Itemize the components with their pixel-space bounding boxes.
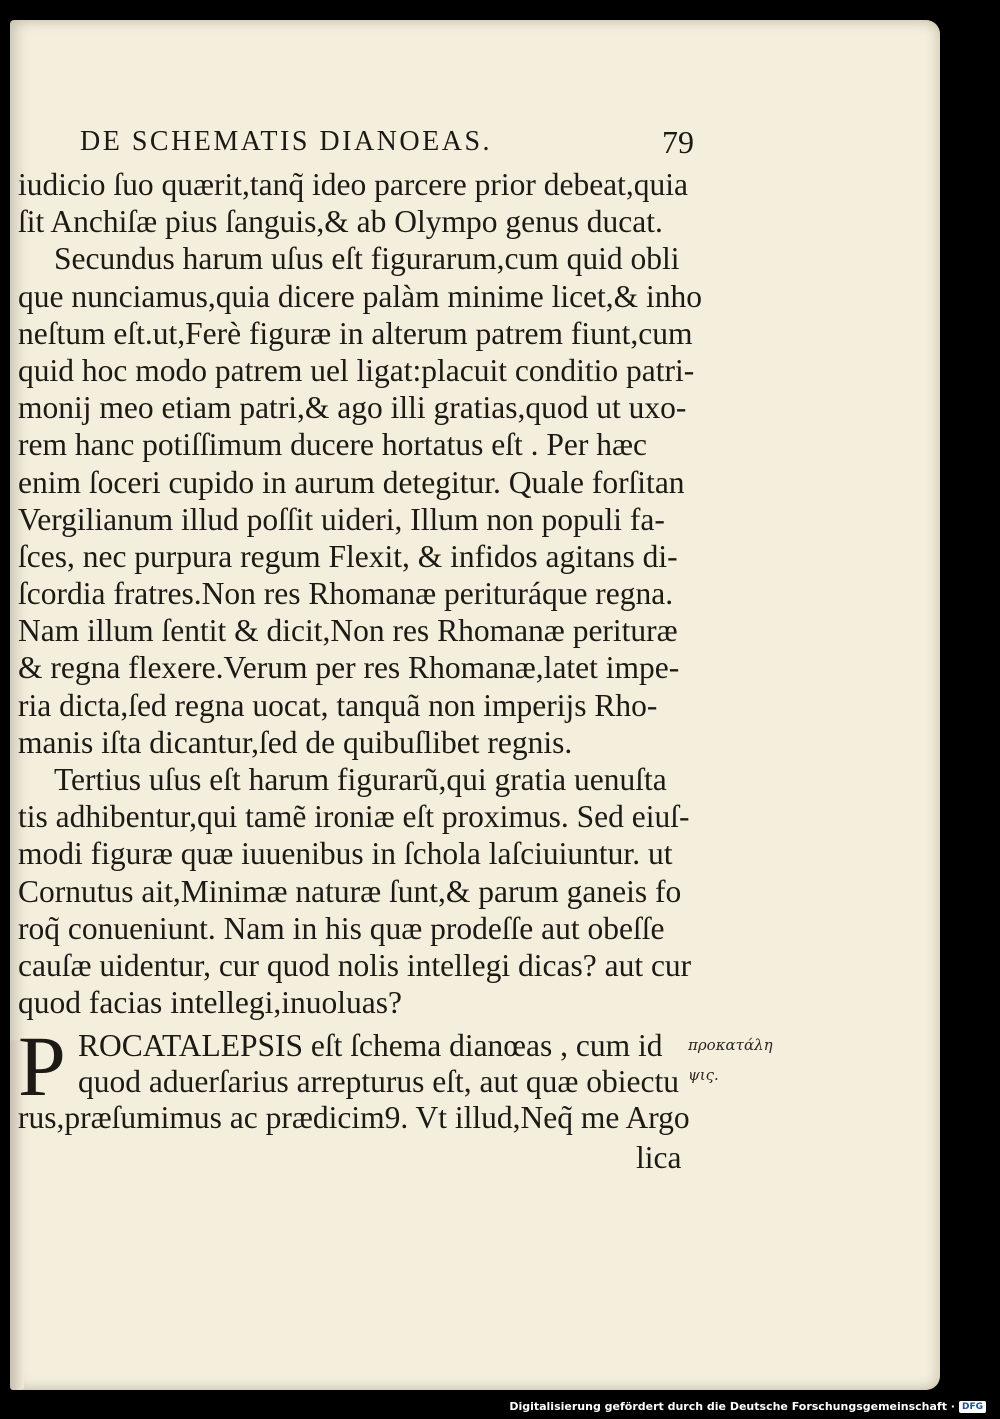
body-text (18, 166, 703, 1021)
margin-note-greek (688, 1030, 773, 1090)
margin-note-line: προκατάλη (688, 1036, 773, 1054)
digitization-footer (509, 1400, 986, 1413)
page-number: 79 (662, 124, 694, 160)
text-line: modi figuræ quæ iuuenibus in ſchola laſciuiuntur. ut (18, 836, 673, 872)
text-line: ſit Anchiſæ pius ſanguis,& ab Olympo genus ducat. (18, 204, 663, 240)
text-line: quid hoc modo patrem uel ligat:placuit conditio patri- (18, 352, 695, 388)
text-line: roq̃ conueniunt. Nam in his quæ prodeſſe aut obeſſe (18, 910, 665, 946)
text-line: quod facias intellegi,inuoluas? (18, 985, 403, 1021)
text-line: ſces, nec purpura regum Flexit, & infidos agitans di- (18, 538, 678, 574)
text-line: Cornutus ait,Minimæ naturæ ſunt,& parum ganeis fo (18, 873, 682, 909)
text-line: Tertius uſus eſt harum figurarũ,qui gratia uenuſta (54, 762, 667, 797)
text-line: ria dicta,ſed regna uocat, tanquã non imperijs Rho- (18, 687, 658, 723)
margin-note-line: ψις. (688, 1066, 719, 1084)
drop-cap-initial: P (18, 1018, 66, 1114)
running-header: DE SCHEMATIS DIANOEAS. (80, 126, 493, 157)
section-line: quod aduerſarius arrepturus eſt, aut quæ obiectu (78, 1064, 679, 1099)
text-line: & regna flexere.Verum per res Rhomanæ,latet impe- (18, 650, 680, 686)
procatalepsis-section (18, 1018, 698, 1136)
text-line: cauſæ uidentur, cur quod nolis intellegi dicas? aut cur (18, 947, 692, 983)
text-line: iudicio ſuo quærit,tanq̃ ideo parcere prior debeat,quia (18, 167, 689, 202)
footer-text: Digitalisierung gefördert durch die Deutsche Forschungsgemeinschaft · (509, 1400, 955, 1413)
catchword: lica (636, 1140, 682, 1175)
section-line: rus,præſumimus ac prædicim9. Vt illud,Neq̃ me Argo (18, 1100, 690, 1135)
text-line: tis adhibentur,qui tamẽ ironiæ eſt proximus. Sed eiuſ- (18, 799, 690, 835)
text-line: que nunciamus,quia dicere palàm minime licet,& inho (18, 278, 703, 314)
text-line: Vergilianum illud poſſit uideri, Illum non populi fa- (18, 501, 665, 537)
text-line: Nam illum ſentit & dicit,Non res Rhomanæ perituræ (18, 613, 678, 649)
text-line: rem hanc potiſſimum ducere hortatus eſt . Per hæc (18, 427, 647, 463)
text-line: ſcordia fratres.Non res Rhomanæ perituráque regna. (18, 576, 674, 612)
text-line: enim ſoceri cupido in aurum detegitur. Quale forſitan (18, 464, 685, 500)
text-line: monij meo etiam patri,& ago illi gratias,quod ut uxo- (18, 390, 687, 426)
text-line: neſtum eſt.ut,Ferè figuræ in alterum patrem fiunt,cum (18, 315, 693, 351)
text-line: Secundus harum uſus eſt figurarum,cum quid obli (54, 241, 680, 277)
text-line: manis iſta dicantur,ſed de quibuſlibet regnis. (18, 724, 573, 760)
section-line: ROCATALEPSIS eſt ſchema dianœas , cum id (78, 1028, 663, 1063)
dfg-logo: DFG (959, 1401, 986, 1413)
